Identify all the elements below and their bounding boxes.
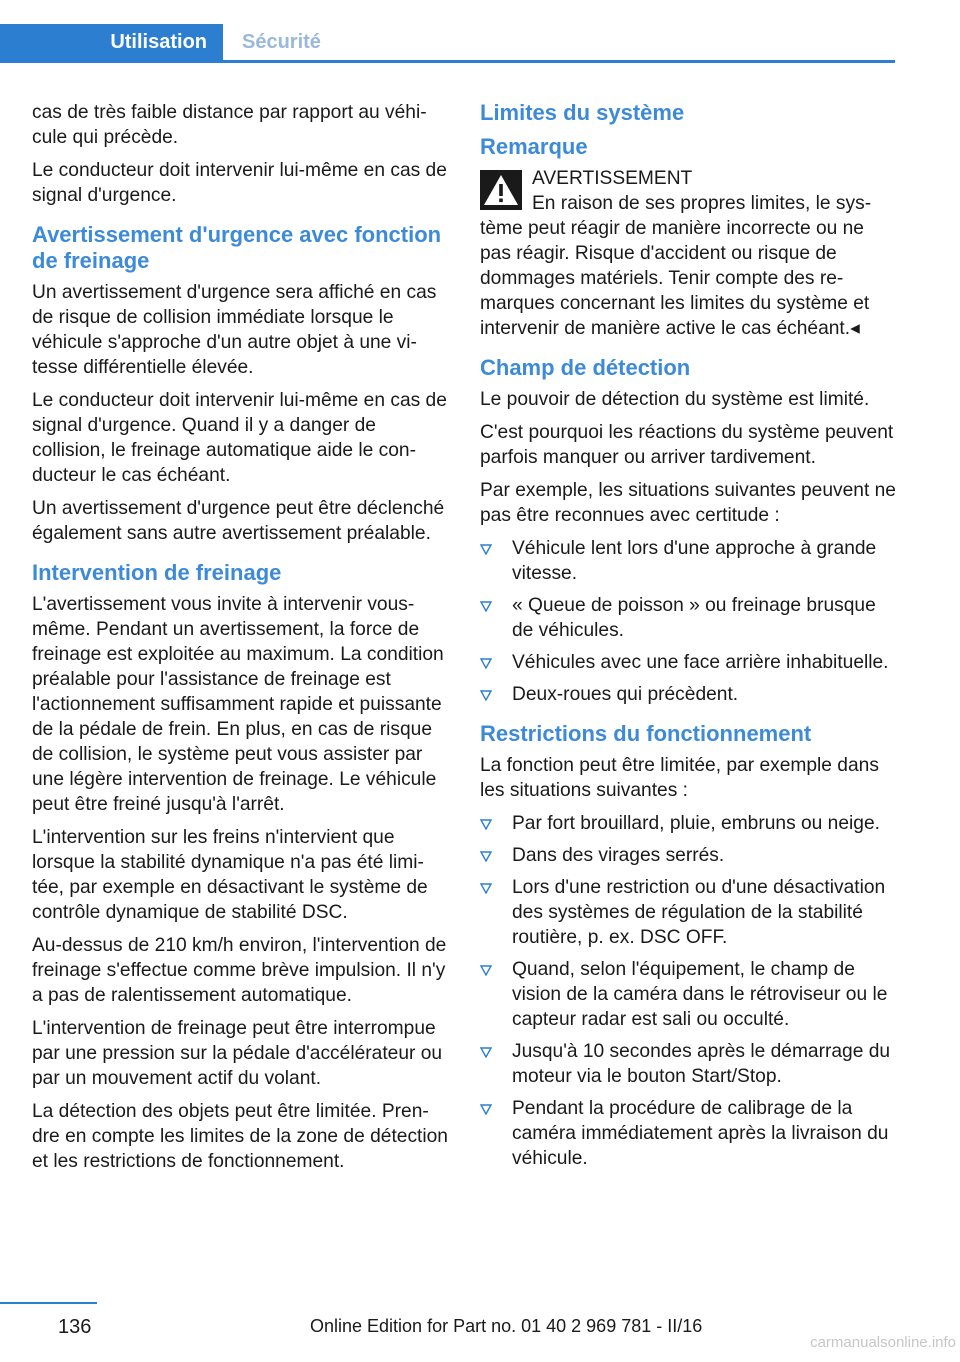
warning-box — [480, 166, 896, 341]
triangle-bullet-icon — [480, 1047, 492, 1058]
watermark: carmanualsonline.info — [810, 1334, 956, 1351]
paragraph: La détection des objets peut être limitée. Prendre en compte les limites de la zone de détection et les restrictions de fonctionnement. — [32, 1101, 448, 1172]
warning-icon — [480, 170, 522, 210]
triangle-bullet-icon — [480, 544, 492, 555]
triangle-bullet-icon — [480, 658, 492, 669]
page-number: 136 — [58, 1316, 92, 1338]
right-column — [480, 100, 896, 1179]
paragraph: C'est pourquoi les réactions du système peuvent parfois manquer ou arriver tardivement. — [480, 422, 894, 468]
paragraph: Un avertissement d'urgence sera affiché en cas de risque de collision immédiate lorsque le véhicule s'approche d'un autre objet à une vitesse différentielle élevée. — [32, 282, 437, 378]
list-item: Deux-roues qui précèdent. — [480, 682, 896, 707]
detection-list — [480, 536, 896, 707]
paragraph: Le conducteur doit intervenir lui-même en cas de signal d'urgence. — [32, 160, 447, 206]
list-item: Pendant la procédure de calibrage de la caméra immédiatement après la livraison du véhicule. — [480, 1096, 896, 1171]
subheading-remark: Remarque — [480, 134, 588, 159]
tab-utilisation[interactable]: Utilisation — [0, 24, 223, 60]
warning-text: En raison de ses propres limites, le système peut réagir de manière incorrecte ou ne pas réagir. Risque d'accident ou risque de dommages matériels. Tenir compte des remarques concernant les limites du système et intervenir de manière active le cas échéant.◂ — [480, 193, 872, 339]
paragraph: cas de très faible distance par rapport au véhicule qui précède. — [32, 102, 427, 148]
header-divider — [0, 60, 895, 63]
paragraph: L'intervention de freinage peut être interrompue par une pression sur la pédale d'accélérateur ou par un mouvement actif du volant. — [32, 1018, 443, 1089]
paragraph: Par exemple, les situations suivantes peuvent ne pas être reconnues avec certitude : — [480, 480, 896, 526]
section-heading-restrictions: Restrictions du fonctionnement — [480, 721, 812, 746]
header — [0, 24, 895, 62]
paragraph: La fonction peut être limitée, par exemple dans les situations suivantes : — [480, 755, 879, 801]
edition-label: Online Edition for Part no. 01 40 2 969 781 - II/16 — [310, 1316, 703, 1336]
paragraph: L'intervention sur les freins n'intervient que lorsque la stabilité dynamique n'a pas été limitée, par exemple en désactivant le système de contrôle dynamique de stabilité DSC. — [32, 827, 428, 923]
section-heading-detection-field: Champ de détection — [480, 355, 691, 380]
list-item: Dans des virages serrés. — [480, 843, 896, 868]
list-item: Véhicules avec une face arrière inhabituelle. — [480, 650, 896, 675]
tab-securite[interactable]: Sécurité — [242, 30, 321, 53]
paragraph: Au-dessus de 210 km/h environ, l'intervention de freinage s'effectue comme brève impulsion. Il n'y a pas de ralentissement automatique. — [32, 935, 447, 1006]
list-item: Véhicule lent lors d'une approche à grande vitesse. — [480, 536, 896, 586]
triangle-bullet-icon — [480, 883, 492, 894]
triangle-bullet-icon — [480, 819, 492, 830]
restrictions-list — [480, 811, 896, 1171]
paragraph: Un avertissement d'urgence peut être déclenché également sans autre avertissement préalable. — [32, 498, 445, 544]
list-item: Lors d'une restriction ou d'une désactivation des systèmes de régulation de la stabilité routière, p. ex. DSC OFF. — [480, 875, 896, 950]
footer-divider — [0, 1302, 97, 1304]
triangle-bullet-icon — [480, 601, 492, 612]
triangle-bullet-icon — [480, 1104, 492, 1115]
list-item: Jusqu'à 10 secondes après le démarrage du moteur via le bouton Start/Stop. — [480, 1039, 896, 1089]
triangle-bullet-icon — [480, 965, 492, 976]
section-heading-braking-intervention: Intervention de freinage — [32, 560, 282, 585]
list-item: Par fort brouillard, pluie, embruns ou neige. — [480, 811, 896, 836]
list-item: Quand, selon l'équipement, le champ de vision de la caméra dans le rétroviseur ou le capteur radar est sali ou occulté. — [480, 957, 896, 1032]
triangle-bullet-icon — [480, 690, 492, 701]
warning-title: AVERTISSEMENT — [532, 168, 693, 189]
paragraph: L'avertissement vous invite à intervenir vous-même. Pendant un avertissement, la force de freinage est exploitée au maximum. La condition préalable pour l'assistance de freinage est l'actionnement suffisamment rapide et puissante de la pédale de frein. En plus, en cas de risque de collision, le système peut vous assister par une légère intervention de freinage. Le véhicule peut être freiné jusqu'à l'arrêt. — [32, 594, 444, 815]
section-heading-system-limits: Limites du système — [480, 100, 685, 125]
paragraph: Le pouvoir de détection du système est limité. — [480, 389, 870, 410]
list-item: « Queue de poisson » ou freinage brusque de véhicules. — [480, 593, 896, 643]
left-column — [32, 100, 448, 1182]
section-heading-emergency-warning: Avertissement d'urgence avec fonction de freinage — [32, 222, 442, 273]
paragraph: Le conducteur doit intervenir lui-même en cas de signal d'urgence. Quand il y a danger de collision, le freinage automatique aide le conducteur le cas échéant. — [32, 390, 447, 486]
triangle-bullet-icon — [480, 851, 492, 862]
